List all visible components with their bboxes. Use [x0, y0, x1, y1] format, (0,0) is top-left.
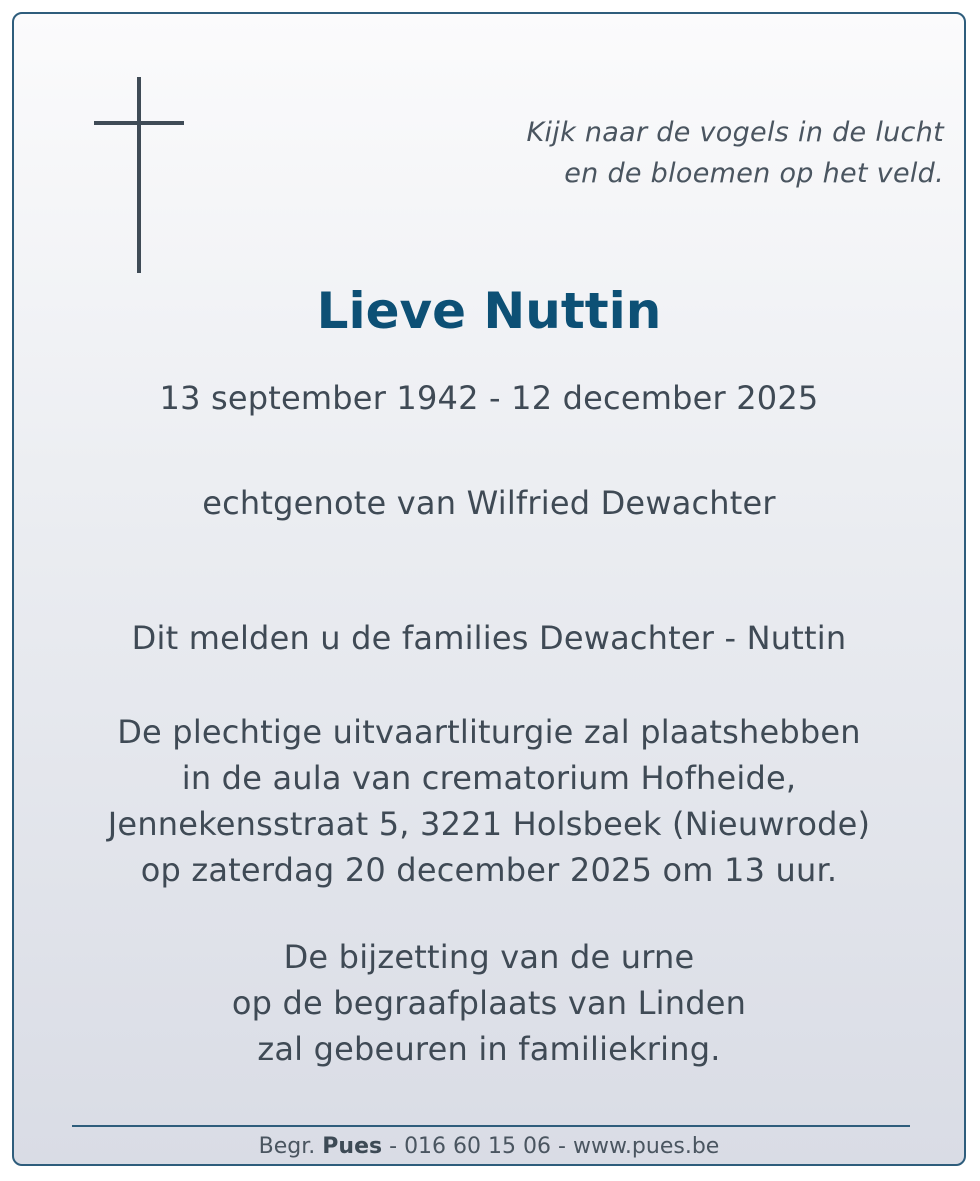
spouse-line: echtgenote van Wilfried Dewachter: [202, 484, 776, 522]
footer-separator-1: -: [389, 1134, 398, 1159]
burial-line-3: zal gebeuren in familiekring.: [257, 1030, 721, 1068]
family-announcement: Dit melden u de families Dewachter - Nuttin: [131, 619, 847, 657]
footer-prefix: Begr.: [258, 1134, 316, 1159]
burial-line-1: De bijzetting van de urne: [283, 938, 695, 976]
life-dates: 13 september 1942 - 12 december 2025: [159, 379, 819, 417]
footer-company: Pues: [322, 1134, 383, 1159]
ceremony-line-4: op zaterdag 20 december 2025 om 13 uur.: [140, 851, 838, 889]
ceremony-line-1: De plechtige uitvaartliturgie zal plaatshebben: [117, 713, 861, 751]
ceremony-details: [14, 709, 964, 893]
ceremony-line-2: in de aula van crematorium Hofheide,: [181, 759, 797, 797]
ceremony-line-3: Jennekensstraat 5, 3221 Holsbeek (Nieuwrode): [107, 805, 871, 843]
obituary-card: [12, 12, 966, 1166]
footer-phone: 016 60 15 06: [404, 1134, 552, 1159]
funeral-home-footer: [14, 1134, 964, 1159]
quote-line-1: Kijk naar de vogels in de lucht: [526, 117, 944, 148]
deceased-name: Lieve Nuttin: [316, 282, 662, 340]
quote-line-2: en de bloemen op het veld.: [564, 158, 944, 189]
burial-line-2: op de begraafplaats van Linden: [231, 984, 747, 1022]
quote: [526, 112, 944, 194]
footer-separator-2: -: [558, 1134, 566, 1159]
cross-icon: [94, 77, 186, 273]
footer-divider: [72, 1125, 910, 1127]
footer-website-link[interactable]: www.pues.be: [572, 1134, 720, 1159]
burial-details: [14, 934, 964, 1072]
